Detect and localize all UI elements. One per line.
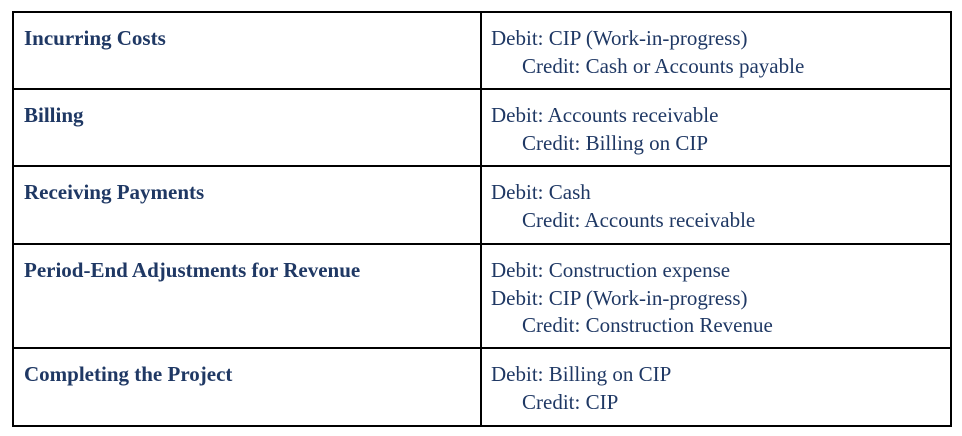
table-row	[13, 166, 951, 244]
table-row	[13, 89, 951, 166]
journal-entry-cell	[481, 348, 951, 426]
debit-line: Debit: CIP (Work-in-progress)	[491, 285, 748, 310]
credit-line: Credit: Cash or Accounts payable	[522, 53, 805, 78]
table-row	[13, 12, 951, 89]
debit-line: Debit: Accounts receivable	[491, 103, 719, 127]
event-label: Period-End Adjustments for Revenue	[24, 258, 361, 282]
event-label: Completing the Project	[24, 362, 233, 386]
journal-entry-cell	[481, 244, 951, 348]
debit-line: Debit: Cash	[491, 180, 591, 204]
debit-line: Debit: Construction expense	[491, 258, 731, 282]
journal-entries-table	[12, 11, 952, 427]
debit-line: Debit: CIP (Work-in-progress)	[491, 26, 748, 50]
debit-line: Debit: Billing on CIP	[491, 362, 672, 386]
table-row	[13, 244, 951, 348]
table-row	[13, 348, 951, 426]
event-label: Receiving Payments	[24, 180, 205, 204]
event-cell	[13, 89, 481, 166]
journal-entry-cell	[481, 89, 951, 166]
credit-line: Credit: Accounts receivable	[522, 207, 756, 232]
credit-line: Credit: CIP	[522, 389, 619, 414]
credit-line: Credit: Construction Revenue	[522, 313, 773, 337]
event-cell	[13, 244, 481, 348]
event-cell	[13, 12, 481, 89]
journal-entry-cell	[481, 12, 951, 89]
event-label: Incurring Costs	[24, 26, 166, 50]
journal-entry-cell	[481, 166, 951, 244]
event-cell	[13, 166, 481, 244]
event-cell	[13, 348, 481, 426]
event-label: Billing	[24, 103, 84, 127]
credit-line: Credit: Billing on CIP	[522, 130, 709, 155]
